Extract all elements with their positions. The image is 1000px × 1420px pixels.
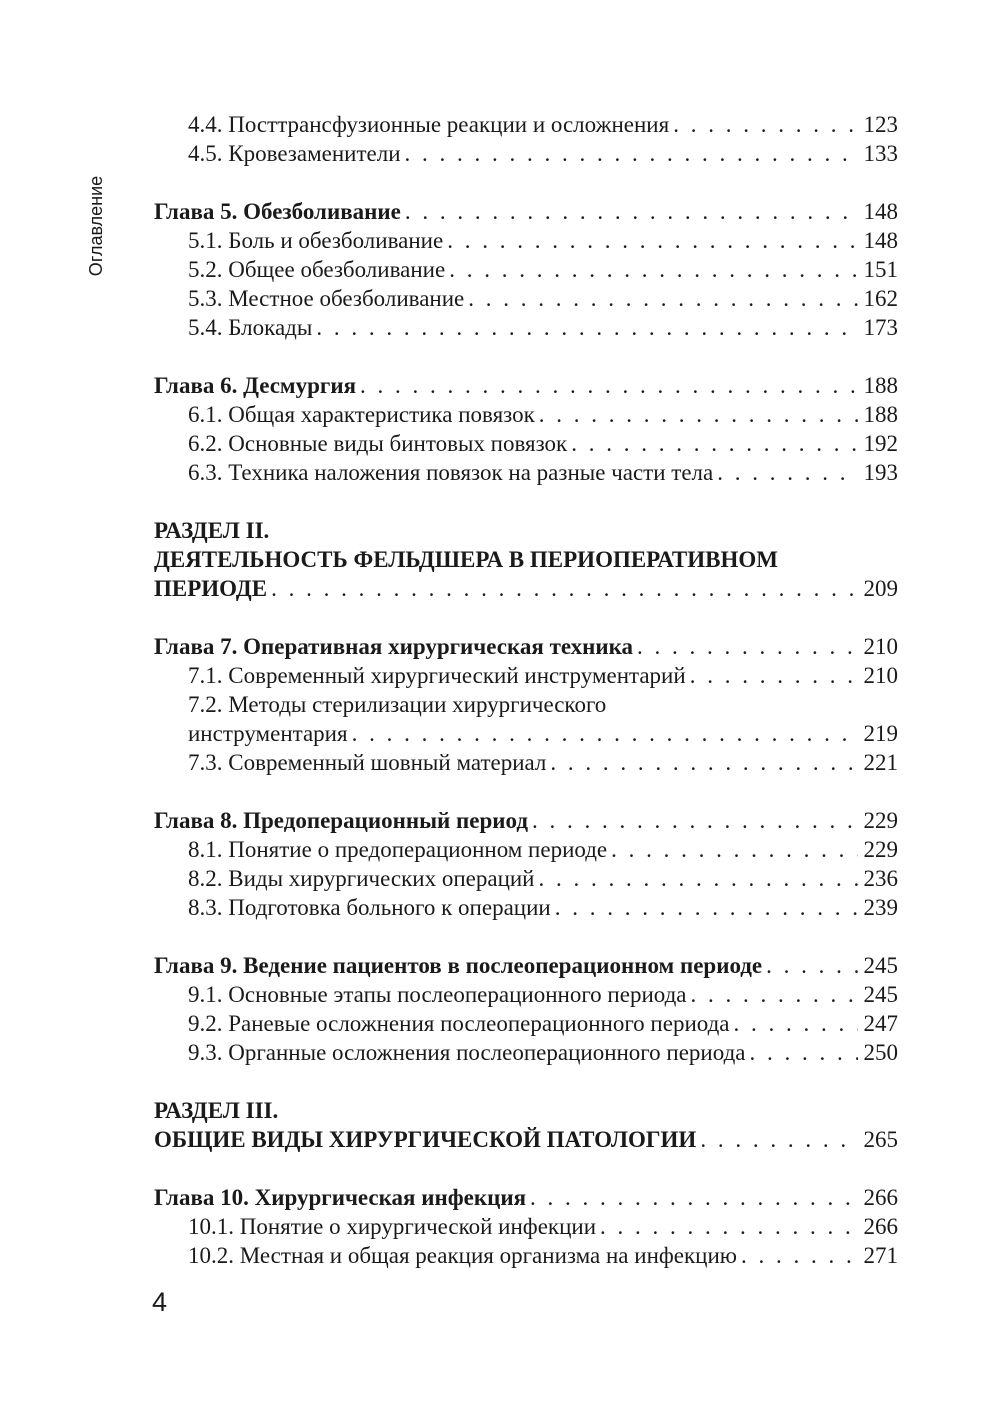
entry-page: 133 (863, 141, 898, 166)
entry-page: 192 (863, 431, 898, 456)
leader-dots (449, 255, 857, 284)
toc-entry-7-3[interactable] (154, 748, 898, 777)
entry-page: 229 (863, 808, 898, 833)
toc-chapter-10[interactable] (154, 1183, 898, 1212)
entry-title: 5.1. Боль и обезболивание (188, 228, 444, 253)
entry-title: 5.2. Общее обезболивание (188, 257, 446, 282)
toc-entry-5-2[interactable] (154, 255, 898, 284)
entry-page: 266 (863, 1214, 898, 1239)
entry-page: 266 (863, 1185, 898, 1210)
leader-dots (571, 429, 857, 458)
toc-section-2[interactable] (154, 574, 898, 603)
chapter-title: Глава 7. Оперативная хирургическая техника (154, 634, 634, 659)
leader-dots (734, 1009, 858, 1038)
entry-page: 188 (863, 402, 898, 427)
toc-entry-8-2[interactable] (154, 864, 898, 893)
leader-dots (690, 661, 858, 690)
entry-page: 229 (863, 837, 898, 862)
toc-entry-7-2-line1[interactable]: 7.2. Методы стерилизации хирургического (188, 692, 607, 717)
entry-title: 4.5. Кровезаменители (188, 141, 401, 166)
leader-dots (532, 806, 857, 835)
entry-title: 9.2. Раневые осложнения послеоперационного периода (188, 1011, 730, 1036)
leader-dots (611, 835, 857, 864)
leader-dots (468, 284, 857, 313)
entry-page: 265 (863, 1127, 898, 1152)
toc-section-3[interactable] (154, 1125, 898, 1154)
toc-entry-9-2[interactable] (154, 1009, 898, 1038)
entry-title: 7.1. Современный хирургический инструментарий (188, 663, 686, 688)
chapter-title: Глава 8. Предоперационный период (154, 808, 529, 833)
toc-entry-4-5[interactable] (154, 139, 898, 168)
entry-page: 188 (863, 373, 898, 398)
entry-page: 247 (863, 1011, 898, 1036)
toc-chapter-7[interactable] (154, 632, 898, 661)
entry-title: 7.3. Современный шовный материал (188, 750, 547, 775)
entry-title: 10.2. Местная и общая реакция организма на инфекцию (188, 1243, 737, 1268)
entry-page: 245 (863, 982, 898, 1007)
entry-page: 221 (863, 750, 898, 775)
toc-entry-10-2[interactable] (154, 1241, 898, 1270)
toc-entry-8-1[interactable] (154, 835, 898, 864)
leader-dots (637, 632, 857, 661)
entry-page: 162 (863, 286, 898, 311)
entry-page: 209 (863, 576, 898, 601)
leader-dots (766, 951, 857, 980)
entry-title: 6.2. Основные виды бинтовых повязок (188, 431, 568, 456)
chapter-title: Глава 6. Десмургия (154, 373, 357, 398)
leader-dots (405, 197, 858, 226)
leader-dots (360, 371, 857, 400)
running-header: Оглавление (86, 175, 106, 277)
leader-dots (271, 574, 857, 603)
table-of-contents (154, 110, 898, 1270)
leader-dots (316, 313, 857, 342)
entry-title: 8.1. Понятие о предоперационном периоде (188, 837, 608, 862)
toc-entry-5-4[interactable] (154, 313, 898, 342)
entry-title: 5.4. Блокады (188, 315, 313, 340)
leader-dots (750, 1038, 858, 1067)
section-2-title: ДЕЯТЕЛЬНОСТЬ ФЕЛЬДШЕРА В ПЕРИОПЕРАТИВНОМ (154, 547, 778, 572)
leader-dots (447, 226, 857, 255)
entry-page: 123 (863, 112, 898, 137)
entry-page: 245 (863, 953, 898, 978)
toc-chapter-6[interactable] (154, 371, 898, 400)
chapter-title: Глава 5. Обезболивание (154, 199, 401, 224)
entry-title: 9.1. Основные этапы послеоперационного периода (188, 982, 687, 1007)
entry-page: 271 (863, 1243, 898, 1268)
entry-page: 219 (863, 721, 898, 746)
entry-page: 210 (863, 663, 898, 688)
entry-page: 236 (863, 866, 898, 891)
entry-title: 8.3. Подготовка больного к операции (188, 895, 551, 920)
leader-dots (691, 980, 858, 1009)
leader-dots (539, 864, 858, 893)
toc-entry-8-3[interactable] (154, 893, 898, 922)
leader-dots (530, 1183, 857, 1212)
entry-title: 10.1. Понятие о хирургической инфекции (188, 1214, 597, 1239)
entry-title: инструментария (188, 721, 348, 746)
toc-entry-7-2[interactable] (154, 719, 898, 748)
toc-chapter-9[interactable] (154, 951, 898, 980)
toc-entry-6-2[interactable] (154, 429, 898, 458)
leader-dots (550, 748, 857, 777)
entry-title: 6.3. Техника наложения повязок на разные части тела (188, 460, 714, 485)
entry-title: 9.3. Органные осложнения послеоперационного периода (188, 1040, 746, 1065)
toc-chapter-8[interactable] (154, 806, 898, 835)
entry-page: 151 (863, 257, 898, 282)
leader-dots (717, 458, 857, 487)
toc-entry-10-1[interactable] (154, 1212, 898, 1241)
entry-page: 210 (863, 634, 898, 659)
page-number: 4 (152, 1287, 168, 1317)
toc-chapter-5[interactable] (154, 197, 898, 226)
leader-dots (673, 110, 857, 139)
leader-dots (352, 719, 858, 748)
toc-entry-5-1[interactable] (154, 226, 898, 255)
entry-page: 239 (863, 895, 898, 920)
chapter-title: Глава 9. Ведение пациентов в послеоперационном периоде (154, 953, 763, 978)
leader-dots (539, 400, 858, 429)
leader-dots (741, 1241, 858, 1270)
section-2-label: РАЗДЕЛ II. (154, 518, 270, 543)
toc-entry-6-1[interactable] (154, 400, 898, 429)
entry-page: 173 (863, 315, 898, 340)
entry-title: 8.2. Виды хирургических операций (188, 866, 535, 891)
section-3-label: РАЗДЕЛ III. (154, 1098, 279, 1123)
leader-dots (600, 1212, 857, 1241)
entry-page: 193 (863, 460, 898, 485)
toc-entry-7-1[interactable] (154, 661, 898, 690)
section-title-cont: ПЕРИОДЕ (154, 576, 268, 601)
toc-entry-5-3[interactable] (154, 284, 898, 313)
entry-page: 148 (863, 199, 898, 224)
leader-dots (700, 1125, 857, 1154)
entry-page: 148 (863, 228, 898, 253)
toc-entry-6-3[interactable] (154, 458, 898, 487)
toc-entry-4-4[interactable] (154, 110, 898, 139)
entry-title: 6.1. Общая характеристика повязок (188, 402, 535, 427)
toc-entry-9-1[interactable] (154, 980, 898, 1009)
entry-title: 4.4. Посттрансфузионные реакции и осложнения (188, 112, 670, 137)
chapter-title: Глава 10. Хирургическая инфекция (154, 1185, 527, 1210)
leader-dots (555, 893, 858, 922)
entry-title: 5.3. Местное обезболивание (188, 286, 465, 311)
toc-entry-9-3[interactable] (154, 1038, 898, 1067)
leader-dots (405, 139, 858, 168)
section-title: ОБЩИЕ ВИДЫ ХИРУРГИЧЕСКОЙ ПАТОЛОГИИ (154, 1127, 697, 1152)
entry-page: 250 (863, 1040, 898, 1065)
